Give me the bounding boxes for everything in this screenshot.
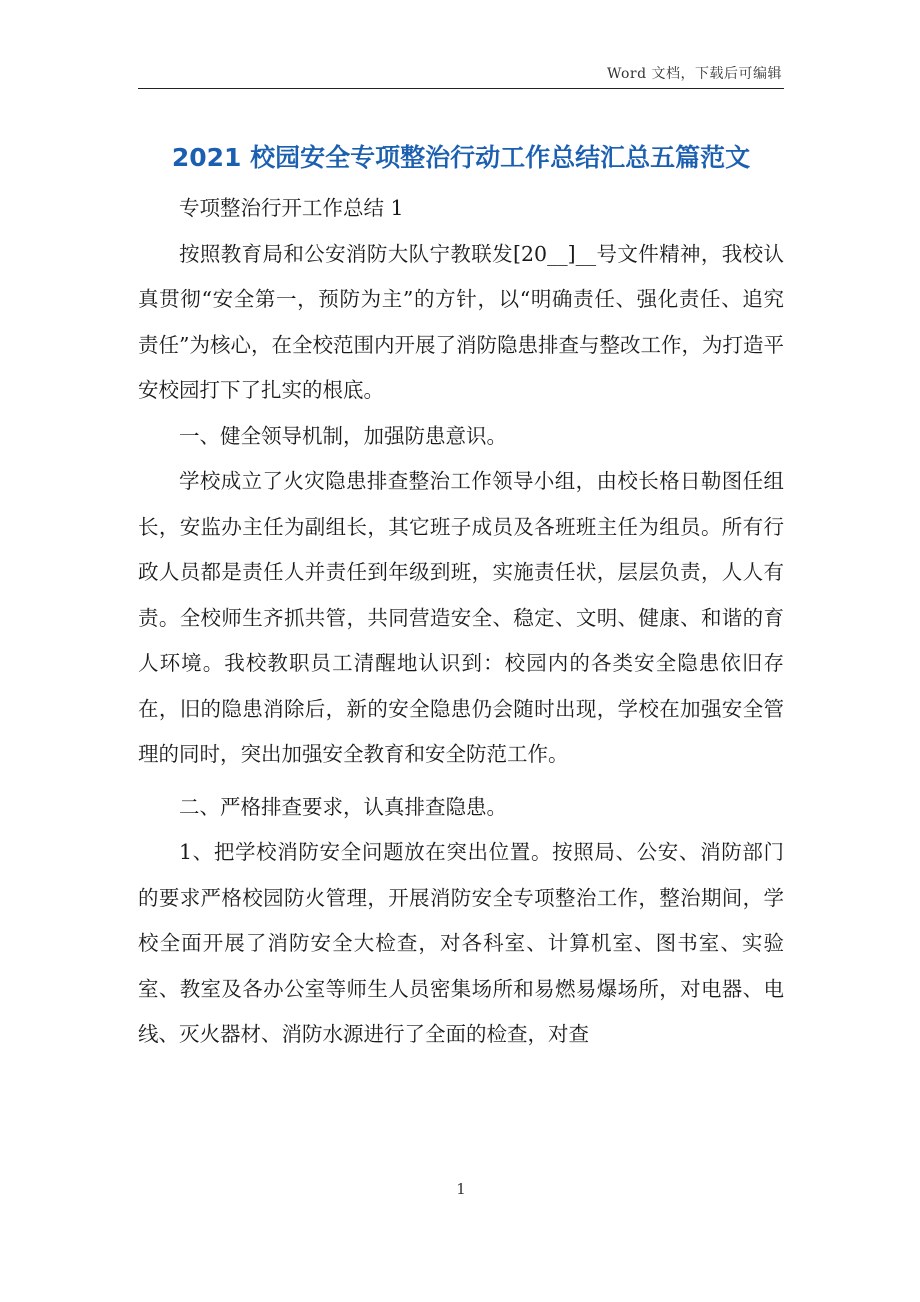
- header-text: Word 文档，下载后可编辑: [607, 66, 782, 82]
- paragraph-inspection: 1、把学校消防安全问题放在突出位置。按照局、公安、消防部门的要求严格校园防火管理，开展消防安全专项整治工作，整治期间，学校全面开展了消防安全大检查，对各科室、计算机室、图书室、实验室、教室及各办公室等师生人员密集场所和易燃易爆场所，对电器、电线、灭火器材、消防水源进行了全面的检查，对查: [138, 840, 784, 1046]
- paragraph-subtitle: 专项整治行开工作总结 1: [179, 196, 404, 220]
- page-header: [138, 60, 784, 89]
- paragraph-intro: 按照教育局和公安消防大队宁教联发[20__]__号文件精神，我校认真贯彻“安全第一，预防为主”的方针，以“明确责任、强化责任、追究责任”为核心，在全校范围内开展了消防隐患排查与整改工作，为打造平安校园打下了扎实的根底。: [138, 241, 784, 402]
- section-heading-2: 二、严格排查要求，认真排查隐患。: [179, 794, 507, 819]
- document-title: 2021 校园安全专项整治行动工作总结汇总五篇范文: [171, 143, 751, 172]
- section-heading-1: 一、健全领导机制，加强防患意识。: [179, 423, 507, 448]
- page-number: 1: [456, 1180, 466, 1198]
- paragraph-leadership: 学校成立了火灾隐患排查整治工作领导小组，由校长格日勒图任组长，安监办主任为副组长，其它班子成员及各班班主任为组员。所有行政人员都是责任人并责任到年级到班，实施责任状，层层负责，人人有责。全校师生齐抓共管，共同营造安全、稳定、文明、健康、和谐的育人环境。我校教职员工清醒地认识到：校园内的各类安全隐患依旧存在，旧的隐患消除后，新的安全隐患仍会随时出现，学校在加强安全管理的同时，突出加强安全教育和安全防范工作。: [138, 469, 784, 766]
- document-body: [138, 186, 784, 1058]
